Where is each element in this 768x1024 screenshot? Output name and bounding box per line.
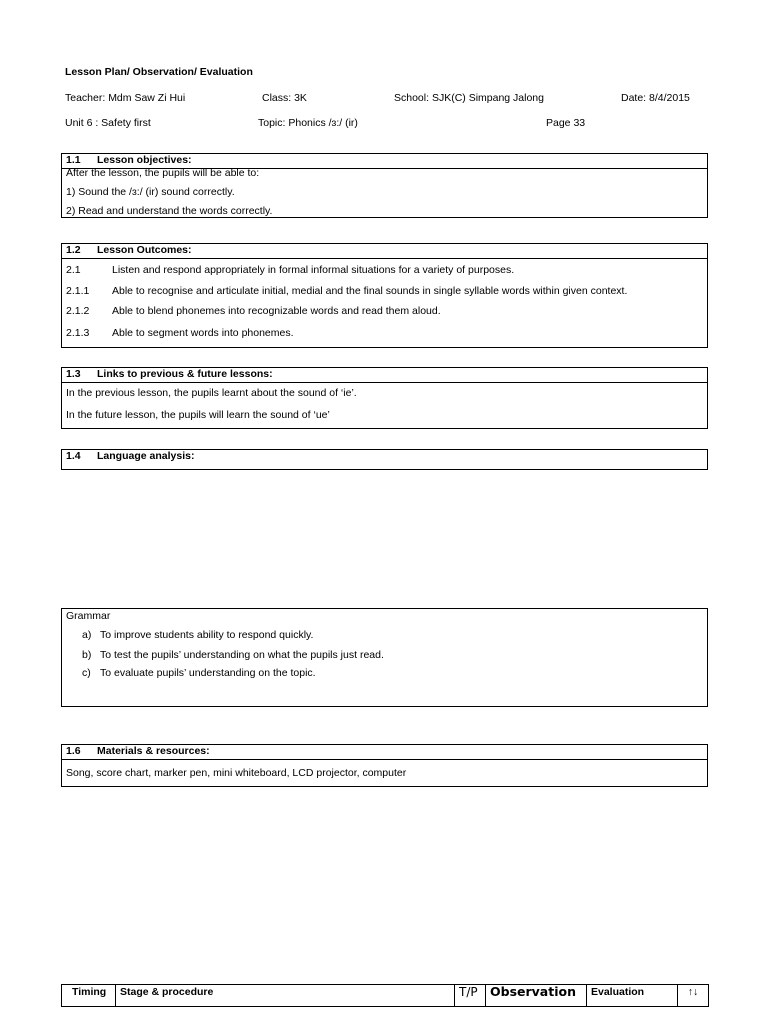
outcome-item [66,264,514,276]
outcome-code: 2.1.2 [66,305,90,317]
objectives-section [61,153,708,218]
outcome-text: Able to recognise and articulate initial, medial and the final sounds in single syllable words within given context. [112,285,628,297]
objective-item: 2) Read and understand the words correctly. [66,205,273,217]
sort-arrows-icon: ↑↓ [678,985,709,1007]
page-field: Page 33 [546,117,586,129]
outcomes-section [61,243,708,348]
grammar-label: Grammar [66,610,111,622]
language-section [61,449,708,470]
table-header-row [62,985,709,1007]
section-number: 1.1 [66,154,81,166]
grammar-item [82,667,316,679]
outcome-item [66,305,441,317]
grammar-item [82,649,384,661]
header-evaluation: Evaluation [587,985,678,1007]
objectives-intro: After the lesson, the pupils will be able to: [66,167,260,179]
section-number: 1.6 [66,745,81,757]
section-heading [62,368,707,383]
outcome-text: Able to blend phonemes into recognizable words and read them aloud. [112,305,441,317]
outcome-text: Able to segment words into phonemes. [112,327,294,339]
school-field: School: SJK(C) Simpang Jalong [394,92,544,104]
grammar-section [61,608,708,707]
outcome-text: Listen and respond appropriately in formal informal situations for a variety of purposes. [112,264,515,276]
teacher-field: Teacher: Mdm Saw Zi Hui [65,92,186,104]
outcome-code: 2.1 [66,264,81,276]
date-field: Date: 8/4/2015 [621,92,690,104]
section-title: Materials & resources: [97,745,210,757]
grammar-text: To evaluate pupils’ understanding on the topic. [100,667,316,679]
grammar-text: To test the pupils’ understanding on what the pupils just read. [100,649,384,661]
grammar-letter: a) [82,629,92,641]
section-number: 1.3 [66,368,81,380]
section-heading [62,745,707,760]
links-section [61,367,708,429]
section-title: Links to previous & future lessons: [97,368,273,380]
header-observation: Observation [486,985,587,1007]
section-title: Lesson objectives: [97,154,192,166]
objective-item: 1) Sound the /ɜ:/ (ir) sound correctly. [66,186,235,198]
header-stage-procedure: Stage & procedure [116,985,455,1007]
section-title: Language analysis: [97,450,195,462]
section-number: 1.2 [66,244,81,256]
grammar-text: To improve students ability to respond quickly. [100,629,314,641]
section-number: 1.4 [66,450,81,462]
topic-field: Topic: Phonics /ɜ:/ (ir) [258,117,358,129]
header-tp: T/P [455,985,486,1007]
materials-text: Song, score chart, marker pen, mini whiteboard, LCD projector, computer [66,767,407,779]
materials-section [61,744,708,787]
section-title: Lesson Outcomes: [97,244,192,256]
procedure-table [61,984,709,1007]
outcome-code: 2.1.1 [66,285,90,297]
outcome-item [66,285,627,297]
document-title: Lesson Plan/ Observation/ Evaluation [65,66,253,78]
section-heading [62,450,707,464]
outcome-code: 2.1.3 [66,327,90,339]
header-timing: Timing [62,985,116,1007]
grammar-letter: c) [82,667,91,679]
unit-field: Unit 6 : Safety first [65,117,151,129]
section-heading [62,244,707,259]
link-item: In the previous lesson, the pupils learnt about the sound of ‘ie’. [66,387,357,399]
grammar-letter: b) [82,649,92,661]
link-item: In the future lesson, the pupils will learn the sound of ‘ue’ [66,409,330,421]
grammar-item [82,629,313,641]
outcome-item [66,327,294,339]
class-field: Class: 3K [262,92,307,104]
